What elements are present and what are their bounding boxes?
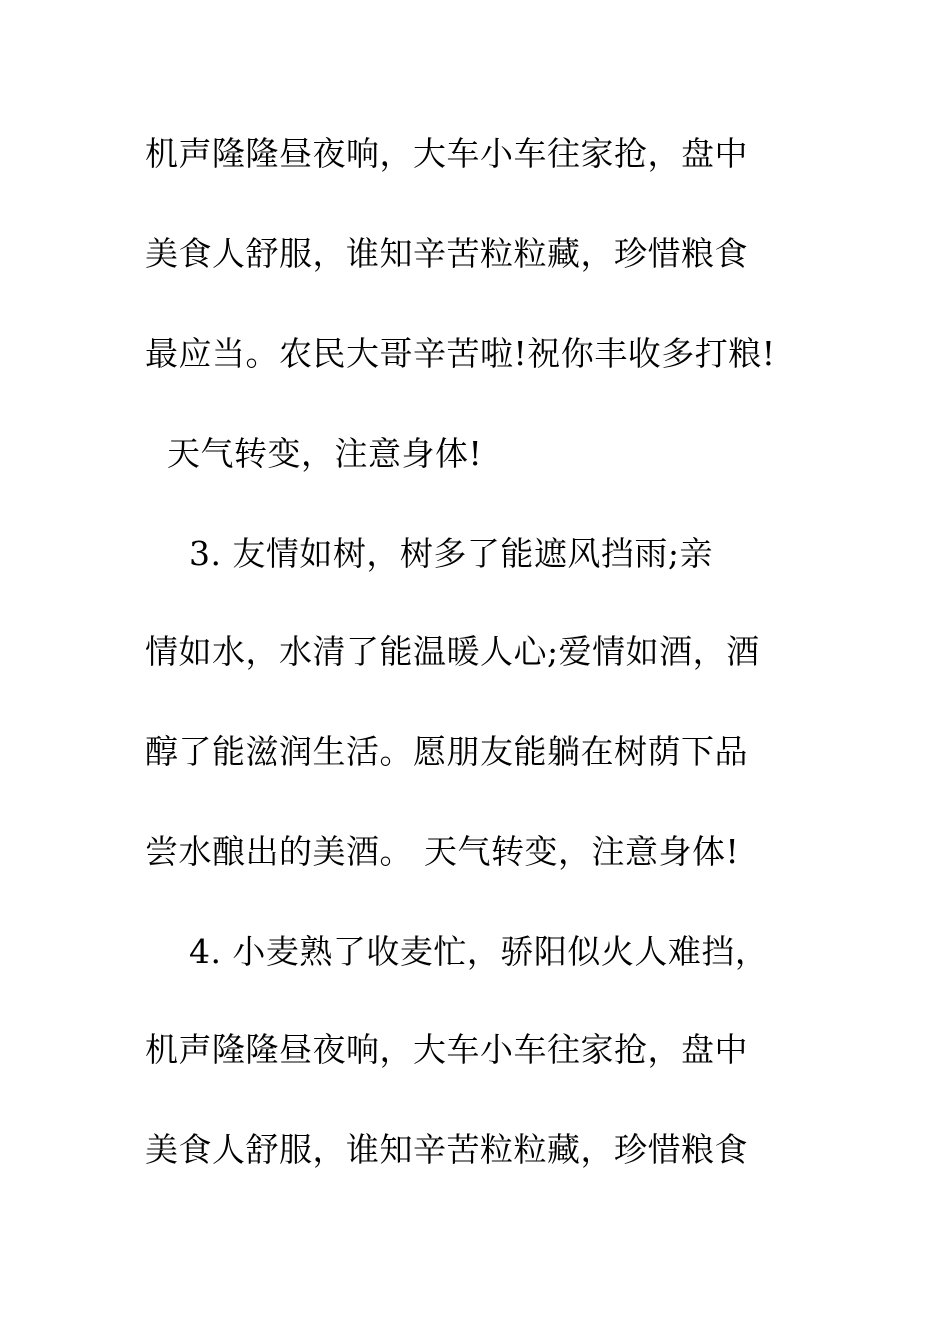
paragraph-line: 情如水，水清了能温暖人心;爱情如酒，酒 — [145, 632, 760, 671]
paragraph-line: 美食人舒服，谁知辛苦粒粒藏，珍惜粮食 — [145, 234, 748, 273]
paragraph-line: 尝水酿出的美酒。 天气转变，注意身体! — [145, 832, 740, 871]
paragraph-line: 醇了能滋润生活。愿朋友能躺在树荫下品 — [145, 732, 748, 771]
paragraph-line: 机声隆隆昼夜响，大车小车往家抢，盘中 — [145, 134, 748, 173]
paragraph-line: 天气转变，注意身体! — [145, 434, 483, 473]
paragraph-line: 机声隆隆昼夜响，大车小车往家抢，盘中 — [145, 1030, 748, 1069]
paragraph-line: 4. 小麦熟了收麦忙，骄阳似火人难挡， — [145, 932, 769, 971]
paragraph-line: 3. 友情如树，树多了能遮风挡雨;亲 — [145, 534, 714, 573]
paragraph-line: 美食人舒服，谁知辛苦粒粒藏，珍惜粮食 — [145, 1130, 748, 1169]
paragraph-line: 最应当。农民大哥辛苦啦!祝你丰收多打粮! — [145, 334, 776, 373]
